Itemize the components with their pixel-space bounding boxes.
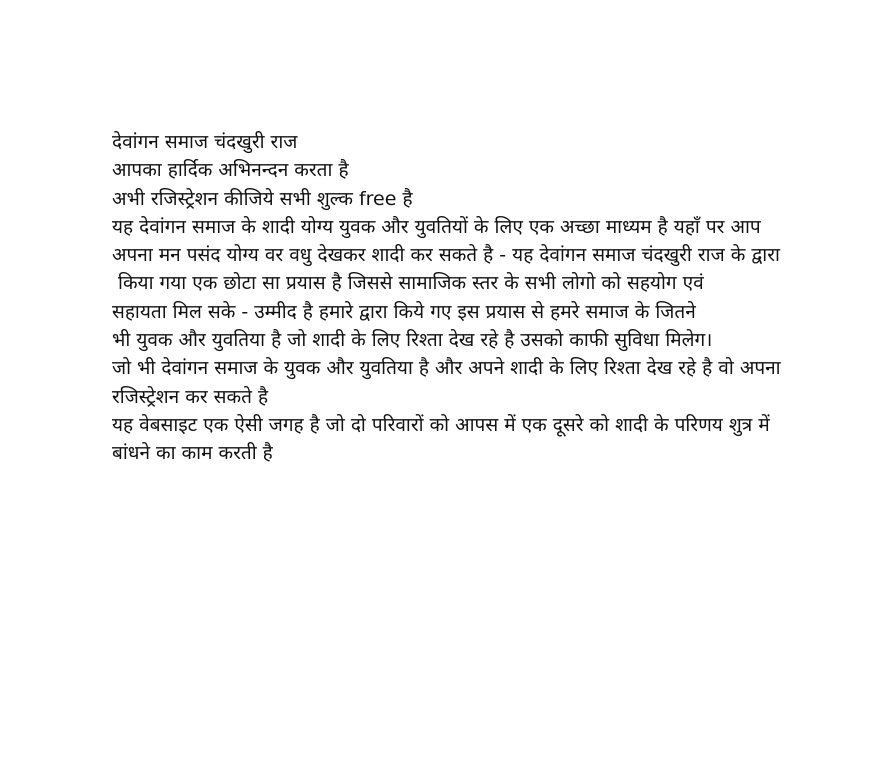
- text-line-intro: यह देवांगन समाज के शादी योग्य युवक और युवतियों के लिए एक अच्छा माध्यम है यहाँ पर आप: [112, 215, 761, 238]
- text-line-can-register: जो भी देवांगन समाज के युवक और युवतिया है और अपने शादी के लिए रिश्ता देख रहे है वो अपना रजिस्ट्रेशन कर सकते है: [112, 357, 787, 408]
- text-line-effort: किया गया एक छोटा सा प्रयास है जिससे सामाजिक स्तर के सभी लोगो को सहयोग एवं: [112, 272, 704, 295]
- text-line-registration-free: अभी रजिस्ट्रेशन कीजिये सभी शुल्क free है: [112, 187, 413, 210]
- text-line-choose-partner: अपना मन पसंद योग्य वर वधु देखकर शादी कर सकते है - यह देवांगन समाज चंदखुरी राज के द्वारा: [112, 244, 780, 267]
- welcome-text-block: [112, 128, 792, 468]
- text-line-title: देवांगन समाज चंदखुरी राज: [112, 131, 298, 153]
- text-line-welcome: आपका हार्दिक अभिनन्दन करता है: [112, 159, 349, 182]
- text-line-hope: सहायता मिल सके - उम्मीद है हमारे द्वारा किये गए इस प्रयास से हमरे समाज के जितने: [112, 300, 696, 323]
- text-line-website-purpose: यह वेबसाइट एक ऐसी जगह है जो दो परिवारों को आपस में एक दूसरे को शादी के परिणय शुत्र में बांधने का काम करती है: [112, 413, 776, 465]
- text-line-convenience: भी युवक और युवतिया है जो शादी के लिए रिश्ता देख रहे है उसको काफी सुविधा मिलेग।: [112, 329, 713, 352]
